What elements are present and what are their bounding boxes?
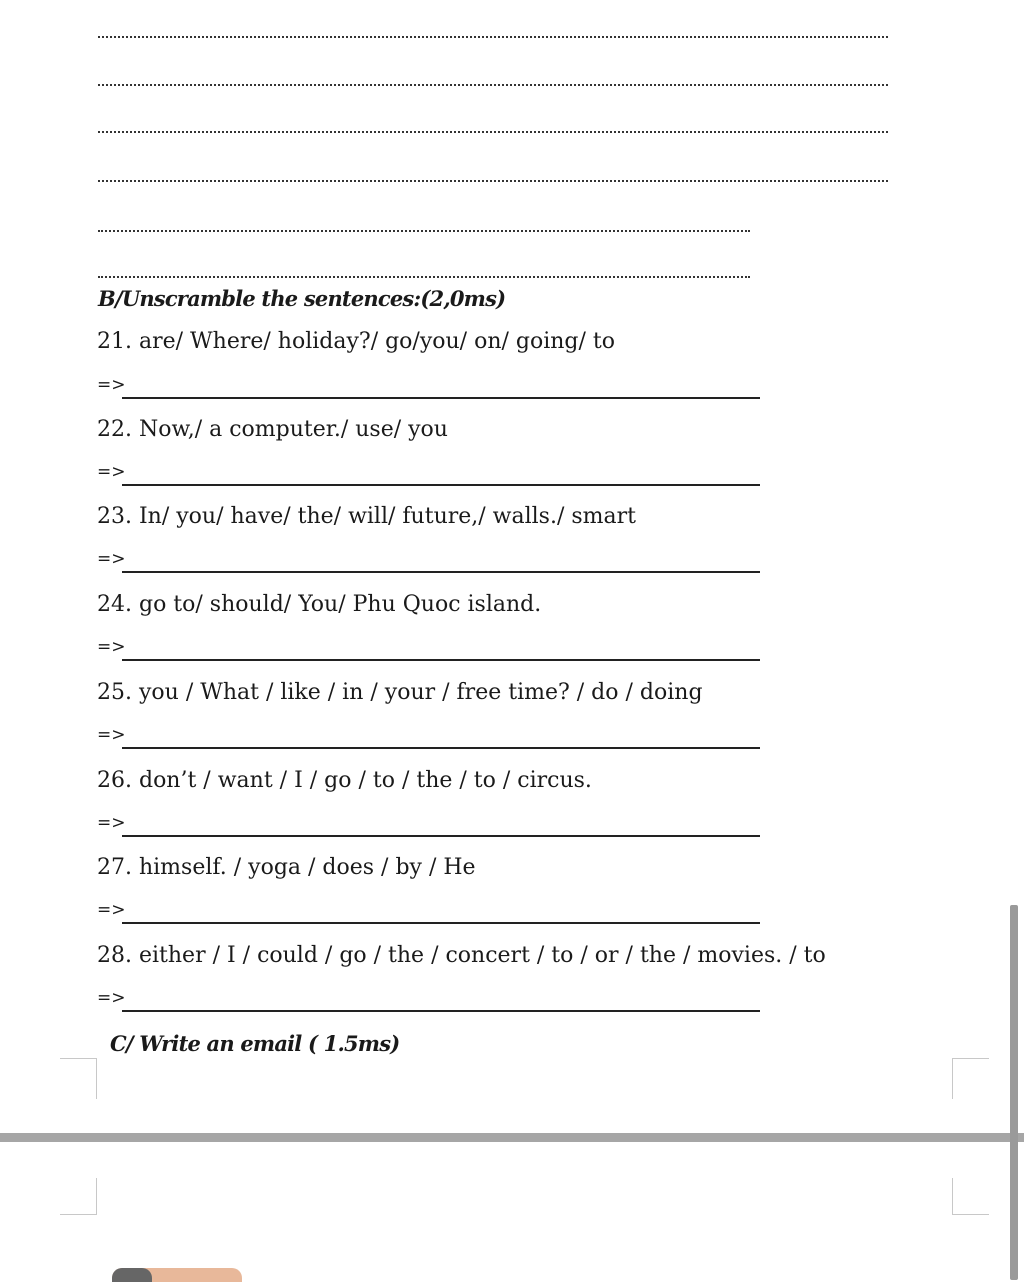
answer-blank bbox=[122, 571, 760, 573]
section-c-heading: C/ Write an email ( 1.5ms) bbox=[110, 1031, 400, 1056]
answer-blank bbox=[122, 1010, 760, 1012]
answer-blank bbox=[122, 659, 760, 661]
page-separator bbox=[0, 1133, 1024, 1142]
question-25: 25. you / What / like / in / your / free time? / do / doing bbox=[97, 680, 703, 705]
answer-line-23[interactable] bbox=[97, 549, 762, 575]
question-21: 21. are/ Where/ holiday?/ go/you/ on/ going/ to bbox=[97, 329, 616, 354]
answer-line-27[interactable] bbox=[97, 900, 762, 926]
answer-prefix: => bbox=[97, 549, 126, 569]
question-23: 23. In/ you/ have/ the/ will/ future,/ walls./ smart bbox=[97, 504, 636, 529]
answer-prefix: => bbox=[97, 462, 126, 482]
answer-blank bbox=[122, 835, 760, 837]
answer-prefix: => bbox=[97, 375, 126, 395]
margin-corner-mark bbox=[60, 1058, 97, 1099]
margin-corner-mark bbox=[60, 1178, 97, 1215]
section-b-heading: B/Unscramble the sentences:(2,0ms) bbox=[98, 286, 506, 311]
writing-line bbox=[98, 36, 888, 38]
answer-blank bbox=[122, 922, 760, 924]
answer-prefix: => bbox=[97, 637, 126, 657]
answer-blank bbox=[122, 397, 760, 399]
writing-line bbox=[98, 131, 888, 133]
question-22: 22. Now,/ a computer./ use/ you bbox=[97, 417, 448, 442]
question-28: 28. either / I / could / go / the / concert / to / or / the / movies. / to bbox=[97, 943, 826, 968]
question-27: 27. himself. / yoga / does / by / He bbox=[97, 855, 476, 880]
question-24: 24. go to/ should/ You/ Phu Quoc island. bbox=[97, 592, 542, 617]
answer-line-22[interactable] bbox=[97, 462, 762, 488]
answer-line-25[interactable] bbox=[97, 725, 762, 751]
answer-prefix: => bbox=[97, 813, 126, 833]
margin-corner-mark bbox=[952, 1058, 989, 1099]
answer-prefix: => bbox=[97, 900, 126, 920]
writing-line bbox=[98, 276, 750, 278]
question-26: 26. don’t / want / I / go / to / the / to / circus. bbox=[97, 768, 592, 793]
answer-prefix: => bbox=[97, 988, 126, 1008]
writing-line bbox=[98, 84, 888, 86]
answer-prefix: => bbox=[97, 725, 126, 745]
answer-line-28[interactable] bbox=[97, 988, 762, 1014]
answer-blank bbox=[122, 484, 760, 486]
answer-line-21[interactable] bbox=[97, 375, 762, 401]
writing-line bbox=[98, 230, 750, 232]
answer-blank bbox=[122, 747, 760, 749]
answer-line-24[interactable] bbox=[97, 637, 762, 663]
margin-corner-mark bbox=[952, 1178, 989, 1215]
writing-line bbox=[98, 180, 888, 182]
vertical-scrollbar[interactable] bbox=[1010, 905, 1018, 1280]
answer-line-26[interactable] bbox=[97, 813, 762, 839]
